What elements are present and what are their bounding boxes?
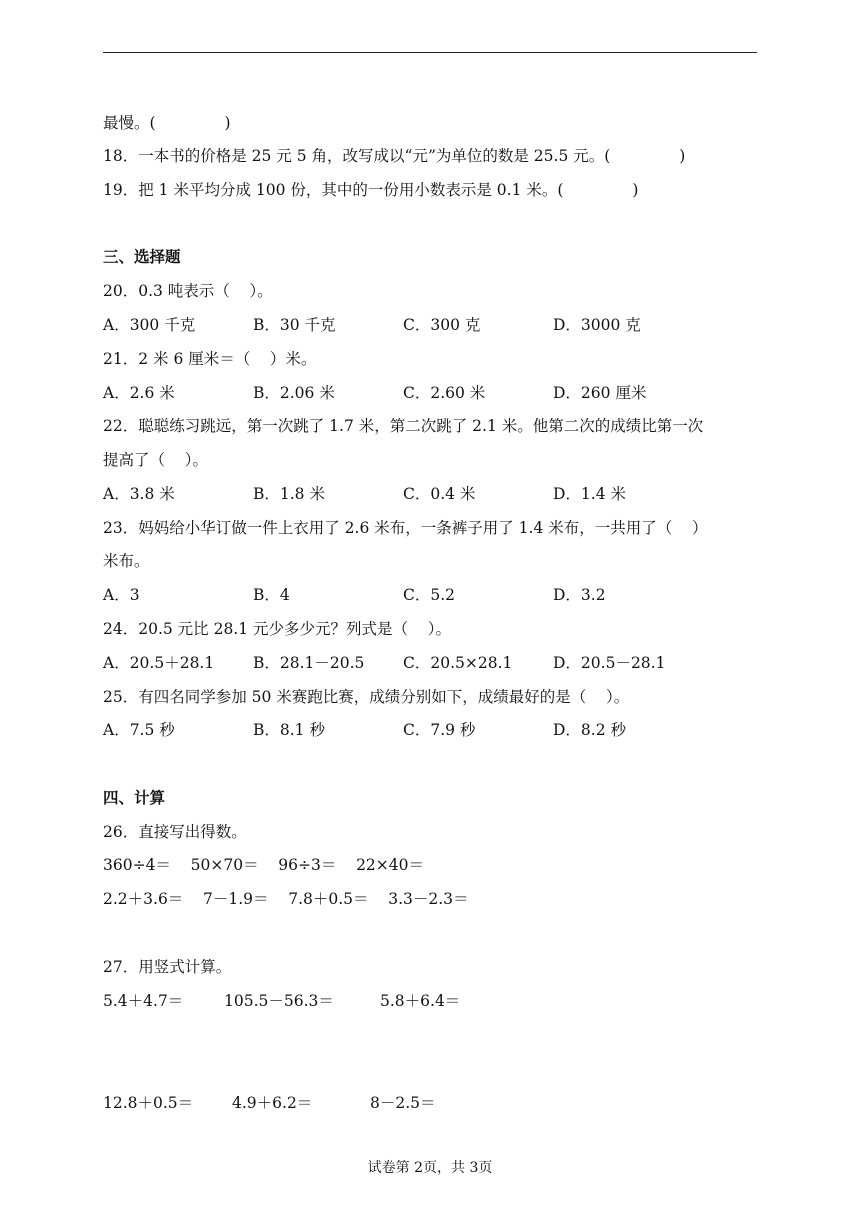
- question-27-item-3: 5.8＋6.4＝: [380, 992, 461, 1010]
- question-26-row-2: 2.2＋3.6＝ 7－1.9＝ 7.8＋0.5＝ 3.3－2.3＝: [103, 890, 469, 908]
- question-20-option-d: D．3000 克: [553, 316, 641, 334]
- question-23-stem-cont: 米布。: [103, 552, 150, 570]
- header-rule: [103, 52, 757, 53]
- question-23-stem: 23．妈妈给小华订做一件上衣用了 2.6 米布，一条裤子用了 1.4 米布，一共用了（ ）: [103, 519, 708, 537]
- question-22-option-d: D．1.4 米: [553, 485, 627, 503]
- question-20-option-a: A．300 千克: [103, 316, 196, 334]
- question-25-option-a: A．7.5 秒: [103, 721, 175, 739]
- question-21-option-c: C．2.60 米: [403, 384, 486, 402]
- question-24-option-a: A．20.5＋28.1: [103, 654, 215, 672]
- question-22-stem: 22．聪聪练习跳远，第一次跳了 1.7 米，第二次跳了 2.1 米。他第二次的成绩比第一次: [103, 417, 704, 435]
- question-23-option-a: A．3: [103, 586, 140, 604]
- question-27-item-1: 5.4＋4.7＝: [103, 992, 184, 1010]
- question-22-option-c: C．0.4 米: [403, 485, 476, 503]
- question-27-item-5: 4.9＋6.2＝: [232, 1094, 313, 1112]
- question-19: 19．把 1 米平均分成 100 份，其中的一份用小数表示是 0.1 米。( ): [103, 181, 639, 199]
- question-24-stem: 24．20.5 元比 28.1 元少多少元？列式是（ ）。: [103, 620, 451, 638]
- question-20-stem: 20．0.3 吨表示（ ）。: [103, 282, 273, 300]
- question-20-option-c: C．300 克: [403, 316, 481, 334]
- question-27-item-4: 12.8＋0.5＝: [103, 1094, 194, 1112]
- question-24-option-d: D．20.5－28.1: [553, 654, 666, 672]
- question-20-option-b: B．30 千克: [253, 316, 336, 334]
- question-21-stem: 21．2 米 6 厘米＝（ ）米。: [103, 350, 317, 368]
- question-23-option-d: D．3.2: [553, 586, 606, 604]
- section-title-choice: 三、选择题: [103, 248, 181, 266]
- question-25-stem: 25．有四名同学参加 50 米赛跑比赛，成绩分别如下，成绩最好的是（ ）。: [103, 688, 630, 706]
- question-25-option-d: D．8.2 秒: [553, 721, 627, 739]
- question-26-stem: 26．直接写出得数。: [103, 823, 247, 841]
- question-24-option-c: C．20.5×28.1: [403, 654, 513, 672]
- question-27-item-6: 8－2.5＝: [370, 1094, 436, 1112]
- question-18: 18．一本书的价格是 25 元 5 角，改写成以“元”为单位的数是 25.5 元。( ): [103, 147, 686, 165]
- question-23-option-b: B．4: [253, 586, 290, 604]
- question-22-stem-cont: 提高了（ ）。: [103, 451, 208, 469]
- question-27-stem: 27．用竖式计算。: [103, 958, 232, 976]
- question-22-option-b: B．1.8 米: [253, 485, 325, 503]
- question-22-option-a: A．3.8 米: [103, 485, 175, 503]
- question-25-option-b: B．8.1 秒: [253, 721, 325, 739]
- section-title-calc: 四、计算: [103, 789, 166, 807]
- question-24-option-b: B．28.1－20.5: [253, 654, 365, 672]
- q17-continuation: 最慢。( ): [103, 114, 231, 132]
- question-23-option-c: C．5.2: [403, 586, 456, 604]
- question-25-option-c: C．7.9 秒: [403, 721, 476, 739]
- page-footer: 试卷第 2页，共 3页: [367, 1160, 493, 1176]
- question-27-item-2: 105.5－56.3＝: [224, 992, 334, 1010]
- question-21-option-a: A．2.6 米: [103, 384, 175, 402]
- question-21-option-b: B．2.06 米: [253, 384, 335, 402]
- question-26-row-1: 360÷4＝ 50×70＝ 96÷3＝ 22×40＝: [103, 856, 424, 874]
- question-21-option-d: D．260 厘米: [553, 384, 647, 402]
